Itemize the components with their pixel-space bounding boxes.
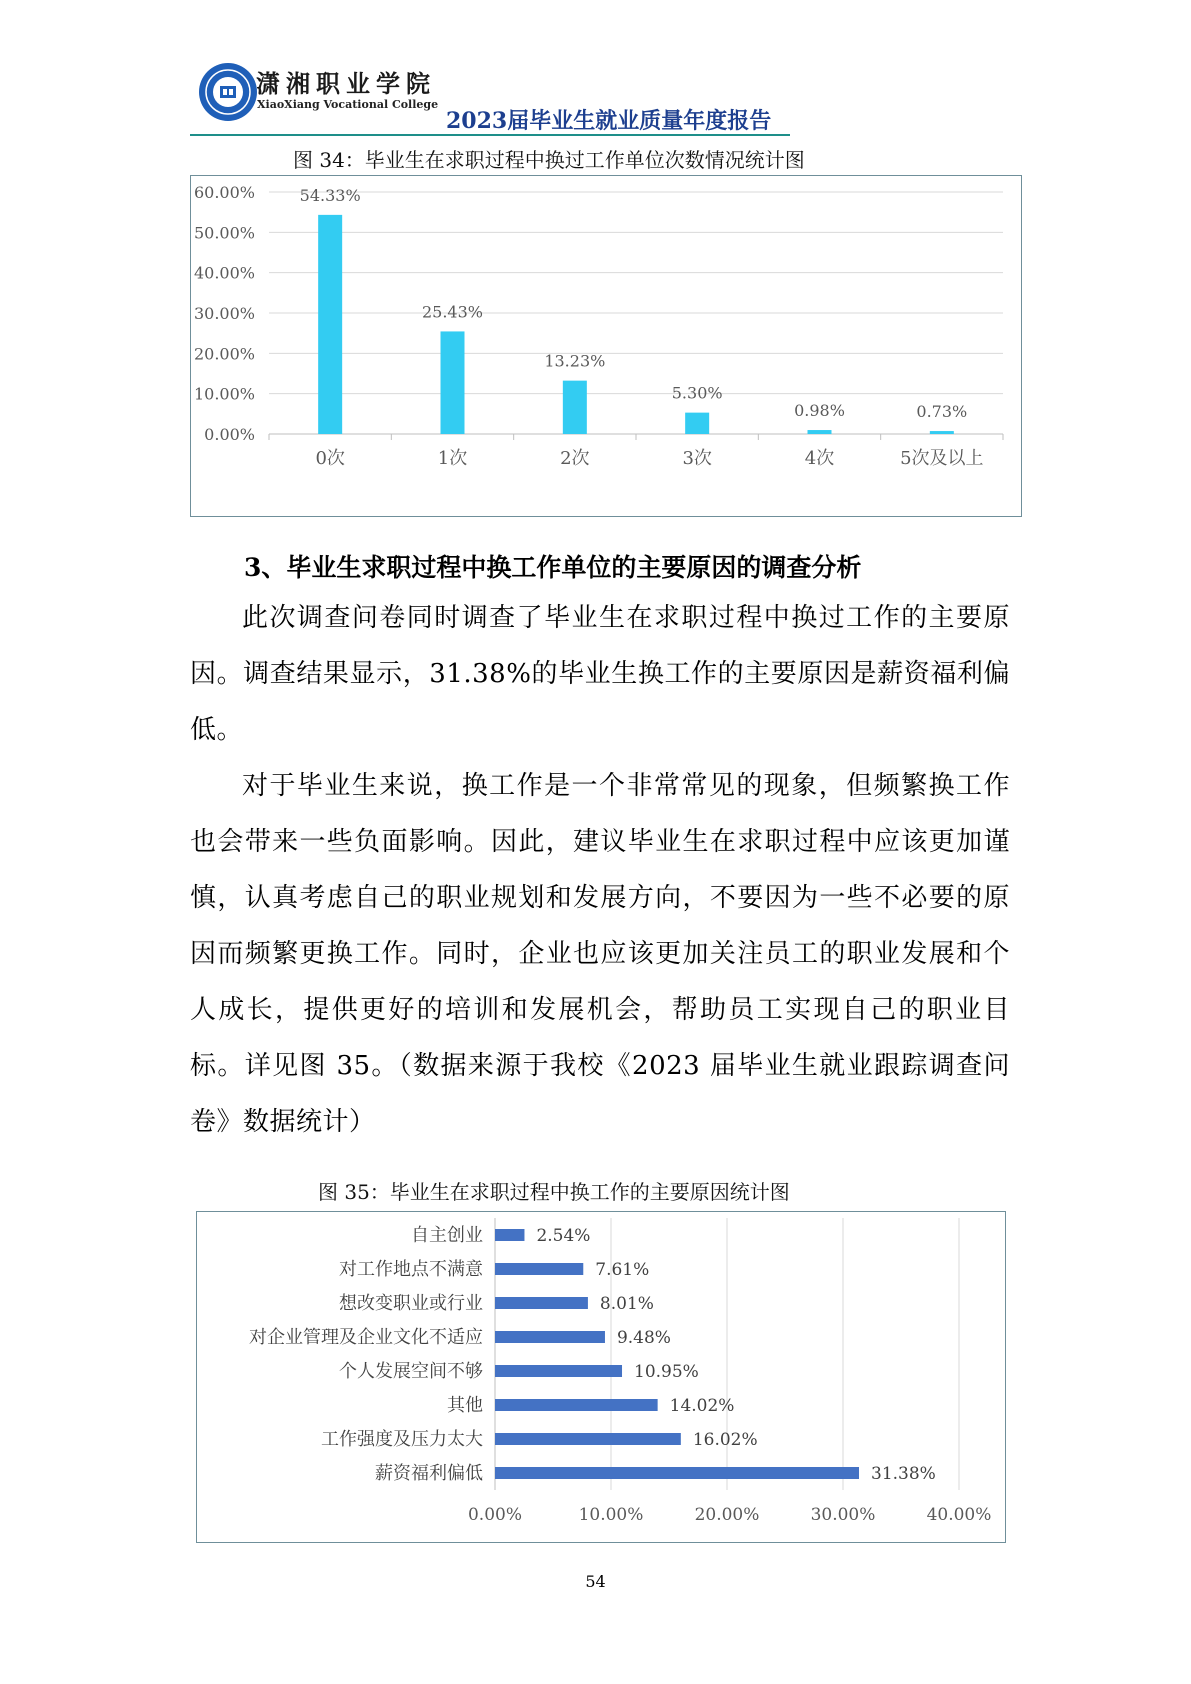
bar <box>441 331 465 434</box>
bar <box>495 1229 524 1241</box>
data-label: 8.01% <box>599 1294 654 1314</box>
figure-34-title: 图 34：毕业生在求职过程中换过工作单位次数情况统计图 <box>293 148 805 172</box>
section-heading: 3、毕业生求职过程中换工作单位的主要原因的调查分析 <box>244 553 862 582</box>
x-tick-label: 30.00% <box>810 1505 876 1525</box>
y-tick-label: 40.00% <box>193 263 255 283</box>
y-tick-label: 0.00% <box>204 425 255 444</box>
x-tick-label: 40.00% <box>926 1505 992 1525</box>
figure-34-svg <box>191 176 1021 516</box>
page-header <box>190 58 790 138</box>
bar <box>495 1297 588 1309</box>
figure-34-chart <box>190 175 1022 517</box>
paragraph-1: 此次调查问卷同时调查了毕业生在求职过程中换过工作的主要原因。调查结果显示，31.38%的毕业生换工作的主要原因是薪资福利偏低。 <box>190 603 1010 745</box>
category-label: 4次 <box>804 448 835 469</box>
bar <box>495 1263 583 1275</box>
school-name: 潇湘职业学院 <box>256 69 436 98</box>
data-label: 31.38% <box>871 1464 936 1484</box>
y-tick-label: 30.00% <box>193 304 255 323</box>
x-tick-label: 10.00% <box>578 1505 644 1525</box>
figure-35-title: 图 35：毕业生在求职过程中换工作的主要原因统计图 <box>318 1180 790 1204</box>
bar <box>930 431 954 434</box>
data-label: 10.95% <box>634 1362 699 1382</box>
bar <box>495 1365 622 1377</box>
category-label: 2次 <box>560 448 590 469</box>
figure-35-chart <box>196 1211 1006 1543</box>
bar <box>495 1331 605 1343</box>
category-label: 对工作地点不满意 <box>339 1259 483 1280</box>
bar <box>495 1399 658 1411</box>
category-label: 其他 <box>447 1395 483 1416</box>
category-label: 5次及以上 <box>900 448 984 469</box>
x-tick-label: 20.00% <box>694 1505 760 1525</box>
school-name-english: XiaoXiang Vocational College <box>257 98 439 111</box>
category-label: 想改变职业或行业 <box>339 1293 483 1314</box>
data-label: 16.02% <box>692 1430 758 1450</box>
bar <box>685 413 709 434</box>
data-label: 0.98% <box>794 401 845 421</box>
data-label: 0.73% <box>916 402 968 422</box>
y-tick-label: 50.00% <box>193 223 255 243</box>
bar <box>808 430 832 434</box>
y-tick-label: 60.00% <box>193 183 255 202</box>
y-tick-label: 20.00% <box>193 344 255 364</box>
category-label: 薪资福利偏低 <box>375 1463 483 1484</box>
figure-35-svg <box>197 1212 1005 1542</box>
page-number: 54 <box>585 1572 606 1591</box>
data-label: 54.33% <box>299 185 361 205</box>
data-label: 9.48% <box>616 1328 671 1348</box>
data-label: 25.43% <box>421 302 484 322</box>
data-label: 13.23% <box>544 351 606 371</box>
category-label: 自主创业 <box>411 1225 483 1246</box>
bar <box>495 1467 859 1479</box>
category-label: 对企业管理及企业文化不适应 <box>249 1327 483 1348</box>
bar <box>495 1433 681 1445</box>
data-label: 14.02% <box>669 1396 735 1416</box>
bar <box>318 215 342 434</box>
category-label: 工作强度及压力太大 <box>321 1429 483 1450</box>
data-label: 5.30% <box>671 383 723 403</box>
data-label: 7.61% <box>595 1260 650 1280</box>
y-tick-label: 10.00% <box>193 384 255 404</box>
report-title: 2023届毕业生就业质量年度报告 <box>446 108 772 134</box>
paragraph-2: 对于毕业生来说，换工作是一个非常常见的现象，但频繁换工作也会带来一些负面影响。因此，建议毕业生在求职过程中应该更加谨慎，认真考虑自己的职业规划和发展方向，不要因为一些不必要的原因而频繁更换工作。同时，企业也应该更加关注员工的职业发展和个人成长，提供更好的培训和发展机会，帮助员工实现自己的职业目标。详见图 35。（数据来源于我校《2023 届毕业生就业跟踪调查问卷》数据统计） <box>190 771 1010 1137</box>
category-label: 1次 <box>437 448 468 469</box>
category-label: 个人发展空间不够 <box>339 1361 483 1382</box>
bar <box>563 381 587 434</box>
category-label: 3次 <box>682 448 712 469</box>
data-label: 2.54% <box>536 1226 591 1246</box>
header-divider <box>190 134 790 136</box>
x-tick-label: 0.00% <box>467 1505 523 1525</box>
category-label: 0次 <box>315 448 345 469</box>
school-seal-icon <box>198 62 258 122</box>
